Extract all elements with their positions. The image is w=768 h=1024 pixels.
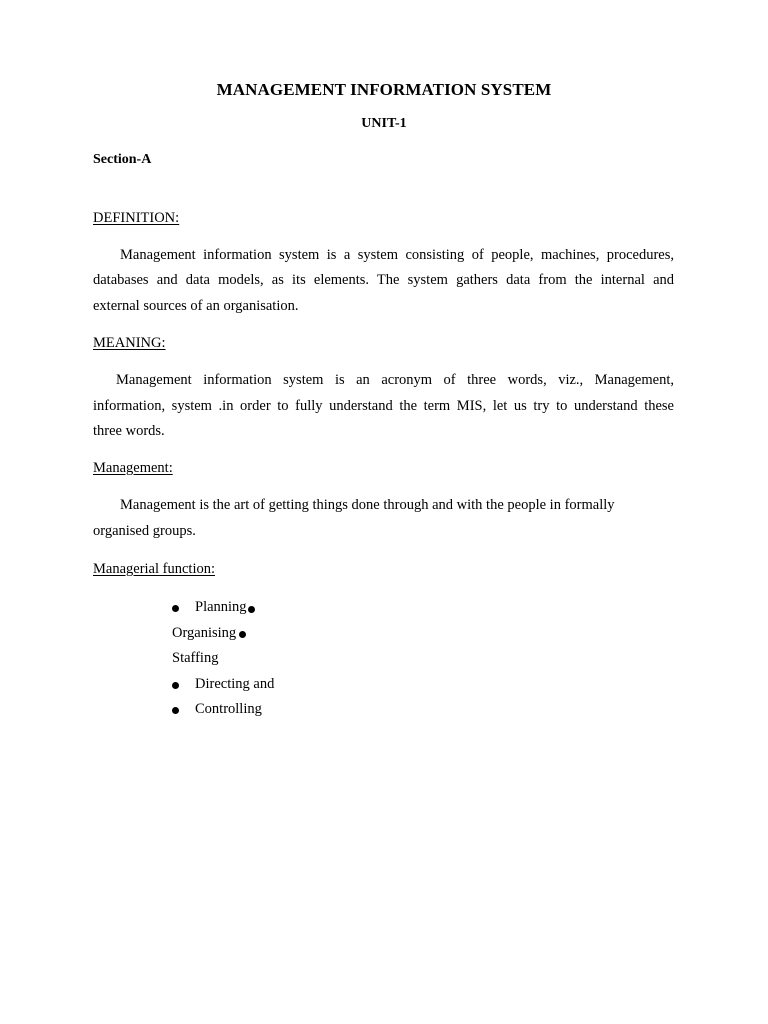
meaning-heading: MEANING:: [93, 335, 166, 351]
bullet-icon: [172, 605, 179, 612]
meaning-line-3: three words.: [93, 423, 165, 439]
list-item-controlling: Controlling: [195, 701, 262, 717]
bullet-icon: [248, 606, 255, 613]
list-item-staffing: Staffing: [172, 650, 219, 666]
section-label: Section-A: [93, 152, 152, 167]
definition-line-2: databases and data models, as its elements. The system gathers data from the internal and: [93, 272, 674, 288]
managerial-function-heading: Managerial function:: [93, 561, 215, 577]
management-line-2: organised groups.: [93, 523, 196, 539]
meaning-line-2: information, system .in order to fully understand the term MIS, let us try to understand these: [93, 398, 674, 414]
bullet-icon: [172, 707, 179, 714]
bullet-icon: [172, 682, 179, 689]
definition-line-1: Management information system is a system consisting of people, machines, procedures,: [120, 247, 674, 263]
management-line-1: Management is the art of getting things done through and with the people in formally: [120, 497, 615, 513]
management-heading: Management:: [93, 460, 173, 476]
bullet-icon: [239, 631, 246, 638]
document-title: MANAGEMENT INFORMATION SYSTEM: [216, 80, 552, 99]
meaning-line-1: Management information system is an acronym of three words, viz., Management,: [116, 372, 674, 388]
unit-label: UNIT-1: [361, 116, 407, 131]
definition-heading: DEFINITION:: [93, 210, 180, 226]
list-item-organising: Organising: [172, 625, 237, 641]
definition-line-3: external sources of an organisation.: [93, 298, 299, 314]
list-item-directing: Directing and: [195, 676, 275, 692]
list-item-planning: Planning: [195, 599, 247, 615]
